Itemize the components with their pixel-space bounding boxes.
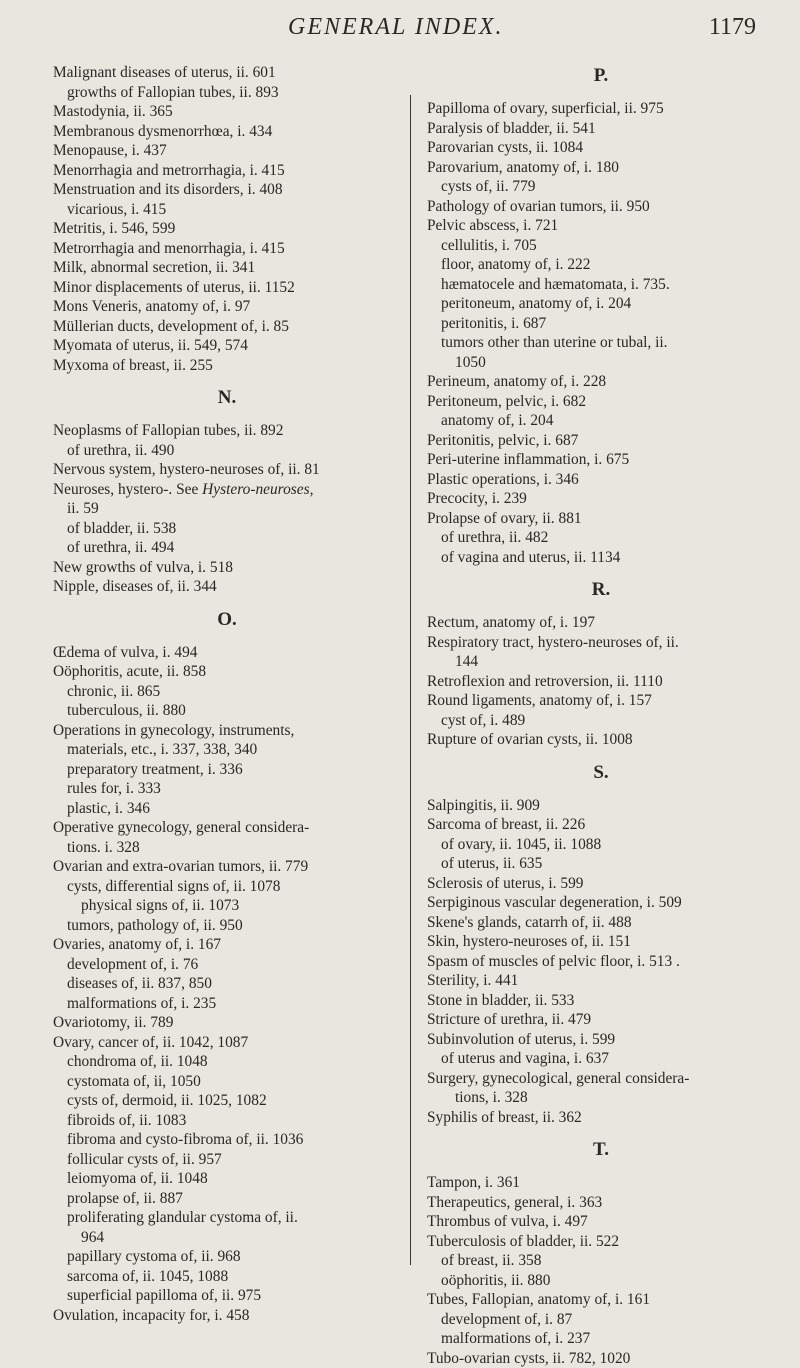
index-entry: cystomata of, ii, 1050 (53, 1072, 401, 1092)
index-entry: tumors, pathology of, ii. 950 (53, 916, 401, 936)
index-entry: Stone in bladder, ii. 533 (427, 991, 775, 1011)
index-entry: cellulitis, i. 705 (427, 236, 775, 256)
index-entry: peritonitis, i. 687 (427, 314, 775, 334)
index-entry: of uterus, ii. 635 (427, 854, 775, 874)
index-entry: Tubo-ovarian cysts, ii. 782, 1020 (427, 1349, 775, 1368)
index-entry: 964 (53, 1228, 401, 1248)
index-entry: Mons Veneris, anatomy of, i. 97 (53, 297, 401, 317)
section-letter: N. (53, 385, 401, 411)
index-entry: Metritis, i. 546, 599 (53, 219, 401, 239)
index-entry: Therapeutics, general, i. 363 (427, 1193, 775, 1213)
index-entry: malformations of, i. 235 (53, 994, 401, 1014)
index-entry: Menstruation and its disorders, i. 408 (53, 180, 401, 200)
index-entry: tions, i. 328 (427, 1088, 775, 1108)
index-entry: sarcoma of, ii. 1045, 1088 (53, 1267, 401, 1287)
section-letter: T. (427, 1137, 775, 1163)
section-letter: R. (427, 577, 775, 603)
section-letter: O. (53, 607, 401, 633)
index-entry: Stricture of urethra, ii. 479 (427, 1010, 775, 1030)
index-entry: development of, i. 87 (427, 1310, 775, 1330)
index-entry: Ovulation, incapacity for, i. 458 (53, 1306, 401, 1326)
index-entry: superficial papilloma of, ii. 975 (53, 1286, 401, 1306)
index-entry: ii. 59 (53, 499, 401, 519)
index-entry: tuberculous, ii. 880 (53, 701, 401, 721)
index-entry: of urethra, ii. 494 (53, 538, 401, 558)
index-entry: Thrombus of vulva, i. 497 (427, 1212, 775, 1232)
column-divider (410, 95, 411, 1265)
index-entry: 144 (427, 652, 775, 672)
index-entry: physical signs of, ii. 1073 (53, 896, 401, 916)
index-entry: Operations in gynecology, instruments, (53, 721, 401, 741)
index-entry: Minor displacements of uterus, ii. 1152 (53, 278, 401, 298)
index-entry: vicarious, i. 415 (53, 200, 401, 220)
index-entry: Tubes, Fallopian, anatomy of, i. 161 (427, 1290, 775, 1310)
index-entry: tumors other than uterine or tubal, ii. (427, 333, 775, 353)
index-entry: diseases of, ii. 837, 850 (53, 974, 401, 994)
index-entry: tions. i. 328 (53, 838, 401, 858)
index-entry: Spasm of muscles of pelvic floor, i. 513 . (427, 952, 775, 972)
index-entry: Respiratory tract, hystero-neuroses of, ii. (427, 633, 775, 653)
section-letter: P. (427, 63, 775, 89)
index-entry: Parovarium, anatomy of, i. 180 (427, 158, 775, 178)
index-entry: Surgery, gynecological, general considera- (427, 1069, 775, 1089)
index-entry: New growths of vulva, i. 518 (53, 558, 401, 578)
index-entry: Oöphoritis, acute, ii. 858 (53, 662, 401, 682)
index-entry: growths of Fallopian tubes, ii. 893 (53, 83, 401, 103)
index-entry: Peri-uterine inflammation, i. 675 (427, 450, 775, 470)
index-entry: Tampon, i. 361 (427, 1173, 775, 1193)
index-entry: preparatory treatment, i. 336 (53, 760, 401, 780)
index-entry: Ovaries, anatomy of, i. 167 (53, 935, 401, 955)
index-entry: Retroflexion and retroversion, ii. 1110 (427, 672, 775, 692)
index-entry (53, 480, 401, 500)
index-entry: cysts of, dermoid, ii. 1025, 1082 (53, 1091, 401, 1111)
index-entry: Ovariotomy, ii. 789 (53, 1013, 401, 1033)
index-entry: Rupture of ovarian cysts, ii. 1008 (427, 730, 775, 750)
index-entry: fibroma and cysto-fibroma of, ii. 1036 (53, 1130, 401, 1150)
index-entry: Operative gynecology, general considera- (53, 818, 401, 838)
index-entry: oöphoritis, ii. 880 (427, 1271, 775, 1291)
index-entry: Sterility, i. 441 (427, 971, 775, 991)
index-entry: of ovary, ii. 1045, ii. 1088 (427, 835, 775, 855)
index-entry: Subinvolution of uterus, i. 599 (427, 1030, 775, 1050)
index-entry: Precocity, i. 239 (427, 489, 775, 509)
index-entry: chronic, ii. 865 (53, 682, 401, 702)
index-entry-text: Neuroses, hystero-. See (53, 481, 202, 498)
right-column (427, 63, 775, 1368)
index-entry: rules for, i. 333 (53, 779, 401, 799)
index-entry: Perineum, anatomy of, i. 228 (427, 372, 775, 392)
left-column (53, 63, 401, 1325)
index-entry: chondroma of, ii. 1048 (53, 1052, 401, 1072)
index-entry: Sclerosis of uterus, i. 599 (427, 874, 775, 894)
index-entry: Salpingitis, ii. 909 (427, 796, 775, 816)
index-entry: peritoneum, anatomy of, i. 204 (427, 294, 775, 314)
index-entry: Nipple, diseases of, ii. 344 (53, 577, 401, 597)
index-entry: Prolapse of ovary, ii. 881 (427, 509, 775, 529)
index-entry: Peritoneum, pelvic, i. 682 (427, 392, 775, 412)
index-entry: Papilloma of ovary, superficial, ii. 975 (427, 99, 775, 119)
index-entry: Plastic operations, i. 346 (427, 470, 775, 490)
index-entry: follicular cysts of, ii. 957 (53, 1150, 401, 1170)
index-entry: of bladder, ii. 538 (53, 519, 401, 539)
index-entry: prolapse of, ii. 887 (53, 1189, 401, 1209)
index-entry: Müllerian ducts, development of, i. 85 (53, 317, 401, 337)
index-entry: Paralysis of bladder, ii. 541 (427, 119, 775, 139)
index-entry: Membranous dysmenorrhœa, i. 434 (53, 122, 401, 142)
index-entry: 1050 (427, 353, 775, 373)
index-entry: Ovarian and extra-ovarian tumors, ii. 779 (53, 857, 401, 877)
index-entry: materials, etc., i. 337, 338, 340 (53, 740, 401, 760)
index-entry: Myomata of uterus, ii. 549, 574 (53, 336, 401, 356)
index-entry: of uterus and vagina, i. 637 (427, 1049, 775, 1069)
index-entry: of urethra, ii. 490 (53, 441, 401, 461)
index-entry: Metrorrhagia and menorrhagia, i. 415 (53, 239, 401, 259)
index-entry: Tuberculosis of bladder, ii. 522 (427, 1232, 775, 1252)
index-entry: development of, i. 76 (53, 955, 401, 975)
index-entry: Round ligaments, anatomy of, i. 157 (427, 691, 775, 711)
index-entry: cysts, differential signs of, ii. 1078 (53, 877, 401, 897)
index-entry: anatomy of, i. 204 (427, 411, 775, 431)
page-header (0, 6, 800, 46)
index-entry: floor, anatomy of, i. 222 (427, 255, 775, 275)
index-entry: Peritonitis, pelvic, i. 687 (427, 431, 775, 451)
index-entry: leiomyoma of, ii. 1048 (53, 1169, 401, 1189)
index-entry: Ovary, cancer of, ii. 1042, 1087 (53, 1033, 401, 1053)
index-entry: fibroids of, ii. 1083 (53, 1111, 401, 1131)
index-entry: Pelvic abscess, i. 721 (427, 216, 775, 236)
index-entry: of vagina and uterus, ii. 1134 (427, 548, 775, 568)
index-entry: Menopause, i. 437 (53, 141, 401, 161)
index-entry: cysts of, ii. 779 (427, 177, 775, 197)
index-entry: Parovarian cysts, ii. 1084 (427, 138, 775, 158)
index-entry: hæmatocele and hæmatomata, i. 735. (427, 275, 775, 295)
index-entry: Rectum, anatomy of, i. 197 (427, 613, 775, 633)
index-entry: of urethra, ii. 482 (427, 528, 775, 548)
index-entry-crossref: Hystero-neuroses, (202, 481, 313, 498)
index-entry: Menorrhagia and metrorrhagia, i. 415 (53, 161, 401, 181)
index-entry: Skene's glands, catarrh of, ii. 488 (427, 913, 775, 933)
index-entry: Milk, abnormal secretion, ii. 341 (53, 258, 401, 278)
index-entry: proliferating glandular cystoma of, ii. (53, 1208, 401, 1228)
index-entry: of breast, ii. 358 (427, 1251, 775, 1271)
index-entry: Skin, hystero-neuroses of, ii. 151 (427, 932, 775, 952)
index-entry: Mastodynia, ii. 365 (53, 102, 401, 122)
index-entry: Myxoma of breast, ii. 255 (53, 356, 401, 376)
index-entry: Syphilis of breast, ii. 362 (427, 1108, 775, 1128)
index-entry: Serpiginous vascular degeneration, i. 509 (427, 893, 775, 913)
index-entry: Œdema of vulva, i. 494 (53, 643, 401, 663)
index-entry: Malignant diseases of uterus, ii. 601 (53, 63, 401, 83)
section-letter: S. (427, 760, 775, 786)
index-entry: Nervous system, hystero-neuroses of, ii. 81 (53, 460, 401, 480)
index-entry: Neoplasms of Fallopian tubes, ii. 892 (53, 421, 401, 441)
index-entry: papillary cystoma of, ii. 968 (53, 1247, 401, 1267)
index-entry: cyst of, i. 489 (427, 711, 775, 731)
index-entry: plastic, i. 346 (53, 799, 401, 819)
index-entry: malformations of, i. 237 (427, 1329, 775, 1349)
index-entry: Pathology of ovarian tumors, ii. 950 (427, 197, 775, 217)
index-entry: Sarcoma of breast, ii. 226 (427, 815, 775, 835)
running-title: GENERAL INDEX. (288, 14, 504, 41)
page-number: 1179 (709, 14, 756, 41)
